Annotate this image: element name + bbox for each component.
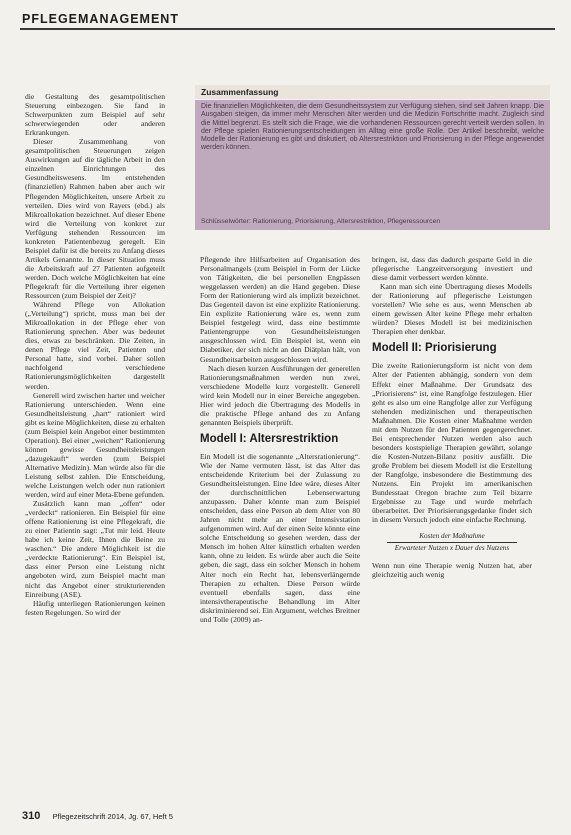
paragraph: Nach diesen kurzen Ausführungen der generellen Rationierungsmaßnahmen werden nun zwei, verschiedene Modelle kurz vorgestellt. Generell wird kein Modell nur in einer Bereiche angegeben. Hier wird jedoch die Übertragung des Modells in die praktische Pflege anhand des zu Anfang genannten Beispiels überprüft. bbox=[200, 363, 360, 427]
paragraph: Ein Modell ist die sogenannte „Altersrationierung“. Wie der Name vermuten lässt, ist das Alter das entscheidende Kriterium bei der Zulassung zu Gesundheitsleistungen. Eine Idee wäre, dieses Alter der durchschnittlichen Lebenserwartung anzupassen. Daher könnte man zum Beispiel entscheiden, dass eine Person ab dem Alter von 80 Jahren nicht mehr an einer Intensivstation aufgenommen wird. Auf der einen Seite könnte eine solche Entscheidung so gesehen werden, dass der Mensch im hohen Alter künstlich erhalten werden kann, ohne zu leiden. Es würde aber auch die Seite geben, die sagt, dass ein solcher Mensch in hohem Alter noch ein Recht hat, lebensverlängernde Therapien zu erhalten. Diese Person würde eventuell ebenfalls sagen, dass eine intensivtherapeutische Behandlung im Alter diskriminierend sei. Ein Argument, welches Breitner und Tolle (2009) an- bbox=[200, 451, 360, 624]
column-1 bbox=[25, 92, 165, 617]
section-title: PFLEGEMANAGEMENT bbox=[22, 12, 179, 26]
paragraph: Wenn nun eine Therapie wenig Nutzen hat, aber gleichzeitig auch wenig bbox=[372, 561, 532, 580]
paragraph: Pflegende ihre Hilfsarbeiten auf Organisation des Personalmangels (zum Beispiel in Form der Lücke von Tätigkeiten, die bei personellen Engpässen weggelassen werden) an die Hand gegeben. Diese Form der Rationierung wird als implizit bezeichnet. Das Gegenteil davon ist eine explizite Rationierung. Ein explizite Rationierung wäre es, wenn zum Beispiel festgelegt wird, dass eine bestimmte Patientengruppe von Gesundheitsleistungen ausgeschlossen wird. Ein Beispiel ist, wenn ein Diabetiker, der sich nicht an den Diätplan hält, von Gesundheitsarbeiten ausgeschlossen wird. bbox=[200, 255, 360, 364]
paragraph: Während Pflege von Allokation („Verteilung“) spricht, muss man bei der Mikroallokation in der Pflege eher von Rationierung sprechen. Aber was bedeutet dies, etwas zu beschränken. Die Zeiten, in denen Pflege viel Zeit, Patienten und Personal hatte, sind vorbei. Daher sollen nachfolgend verschiedene Rationierungsmöglichkeiten dargestellt werden. bbox=[25, 300, 165, 391]
section-heading-modell-1: Modell I: Altersrestriktion bbox=[200, 432, 339, 445]
journal-reference: Pflegezeitschrift 2014, Jg. 67, Heft 5 bbox=[52, 812, 173, 821]
summary-keywords: Schlüsselwörter: Rationierung, Priorisierung, Altersrestriktion, Pflegeressourcen bbox=[201, 217, 441, 225]
paragraph: Dieser Zusammenhang von gesamtpolitischen Steuerungen zeigen Auswirkungen auf die tägliche Arbeit in den einzelnen Einrichtungen des Gesundheitswesens. Im entstehenden (finanziellen) Rahmen haben aber auch wir Pflegenden Möglichkeiten, unsere Arbeit zu verteilen. Dies wird von Rayers (ebd.) als Mikroallokation bezeichnet. Auf dieser Ebene wird die Verteilung von konkret zur Verfügung stehenden Ressourcen im konkreten Patientenbezug geregelt. Ein Beispiel dafür ist die bereits zu Anfang dieses Artikels Genannte. In dieser Situation muss die Arbeitskraft auf 27 Patienten aufgeteilt werden. Doch welche Möglichkeiten hat eine Pflegekraft für die Verteilung ihrer eigenen Ressourcen (zum Beispiel der Zeit)? bbox=[25, 137, 165, 301]
summary-heading: Zusammenfassung bbox=[195, 85, 550, 99]
column-3 bbox=[372, 255, 532, 579]
paragraph: Die zweite Rationierungsform ist nicht von dem Alter der Patienten abhängig, sondern von dem Effekt einer Maßnahme. Der Grundsatz des „Priorisierens“ ist, eine Rangfolge festzulegen. Hier geht es also um eine Rangfolge aller zur Verfügung stehenden medizinischen und therapeutischen Maßnahmen. Die Kosten einer Maßnahme werden mit dem Nutzen für den Patienten gegengerechnet. Bei entsprechender Nutzen werden also auch besonders kostspielige Therapien gewährt, solange die Kosten-Nutzen-Bilanz positiv ausfällt. Die große Problem bei diesem Modell ist die Erstellung der Rangfolge, insbesondere die Bestimmung des Nutzens. Ein Projekt im amerikanischen Bundesstaat Oregon brachte zum Teil bizarre Ergebnisse zu Tage und wurde mehrfach überarbeitet. Der Priorisierungsgedanke findet sich in diesem Versuch jedoch eine einfache Rechnung. bbox=[372, 361, 532, 525]
paragraph: Generell wird zwischen harter und weicher Rationierung unterschieden. Wenn eine Gesundheitsleistung „hart“ rationiert wird gibt es keine Möglichkeiten, diese zu erhalten (zum Beispiel kein Angebot einer bestimmten Operation). Bei einer „weichen“ Rationierung können gewisse Gesundheitsleistungen „dazugekauft“ werden (zum Beispiel Alternative Medizin). Man würde also für die Leistung selbst zahlen. Die Entscheidung, welche Leistungen welch oder nun rationiert werden, wird auf einer Meta-Ebene gefunden. bbox=[25, 390, 165, 500]
summary-body bbox=[195, 100, 550, 230]
paragraph: Zusätzlich kann man „offen“ oder „verdeckt“ rationieren. Ein Beispiel für eine offene Rationierung ist eine Pflegekraft, die zu einer Patientin sagt: „Tut mir leid. Heute habe ich keine Zeit, Ihnen die Beine zu waschen.“ Die andere Möglichkeit ist die „verdeckte Rationierung“. Ein Beispiel ist, dass einer Person eine Leistung nicht angeboten wird, zum Beispiel macht man nicht das Angebot einer strukturierenden Einreibung (ASE). bbox=[25, 499, 165, 599]
column-2 bbox=[200, 255, 360, 624]
paragraph: bringen, ist, dass das dadurch gesparte Geld in die pflegerische Langzeitversorgung investiert und diese damit verbessert werden könnte. bbox=[372, 255, 532, 283]
formula-rule bbox=[387, 542, 517, 543]
header-rule bbox=[20, 28, 555, 30]
paragraph: Häufig unterliegen Rationierungen keinen festen Regelungen. So wird der bbox=[25, 598, 165, 617]
page-footer bbox=[22, 810, 173, 822]
paragraph: Kann man sich eine Übertragung dieses Modells der Rationierung auf pflegerische Leistungen vorstellen? Wie sehe es aus, wenn Menschen ab einem gewissen Alter keine Pflege mehr erhalten würden? Dieses Modell ist bei medizinischen Therapien eher denkbar. bbox=[372, 282, 532, 337]
formula-numerator: Kosten der Maßnahme bbox=[419, 532, 485, 541]
page-header bbox=[0, 0, 571, 26]
page-number: 310 bbox=[22, 810, 41, 822]
paragraph: die Gestaltung des gesamtpolitischen Steuerung einbezogen. Sie fand in Schwerpunkten zum Beispiel auf sehr schwerwiegenden oder anderen Erkrankungen. bbox=[25, 92, 165, 138]
section-heading-modell-2: Modell II: Priorisierung bbox=[372, 342, 497, 355]
summary-box bbox=[195, 85, 550, 235]
formula-denominator: Erwarteter Nutzen x Dauer des Nutzens bbox=[394, 544, 510, 553]
summary-text: Die finanziellen Möglichkeiten, die dem Gesundheitssystem zur Verfügung stehen, sind seit Jahren knapp. Die Ausgaben steigen, da immer mehr Menschen älter werden und die Medizin Fortschritte macht. Zugleich sind die Mittel begrenzt. Es stellt sich die Frage, wie die vorhandenen Ressourcen gerecht verteilt werden sollen. In der Pflege spielen Rationierungsentscheidungen im Alltag eine große Rolle. Der Artikel beschreibt, welche Modelle der Rationierung es gibt und diskutiert, ob Altersrestriktion und Priorisierung in der Pflege angewendet werden können. bbox=[201, 103, 544, 152]
